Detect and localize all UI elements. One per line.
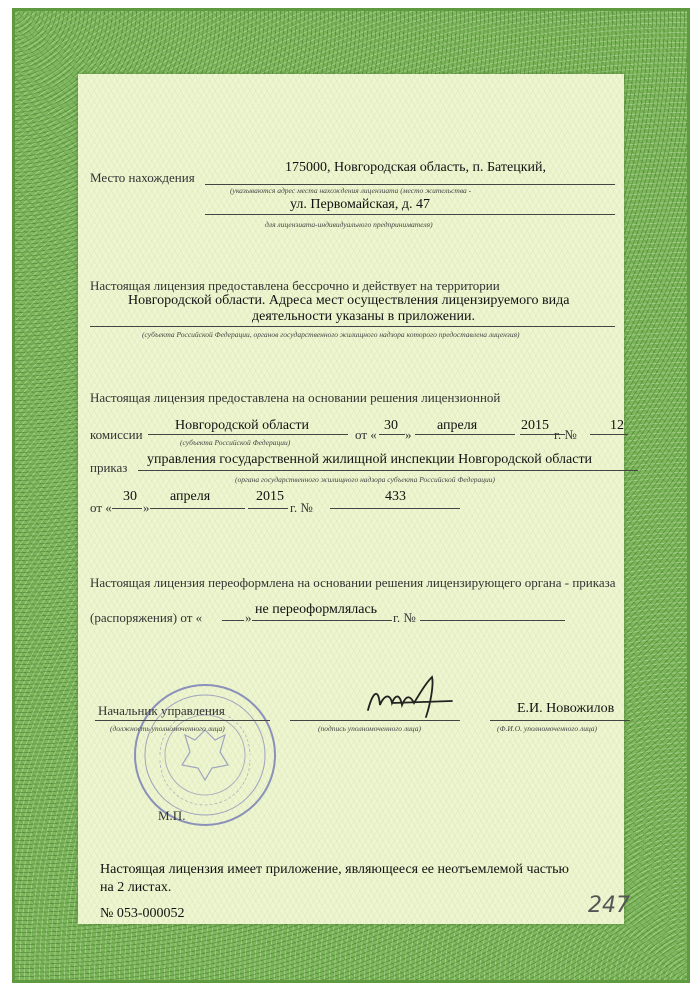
- decision-day-line: [379, 434, 405, 435]
- territory-value-1: Новгородской области. Адреса мест осуществления лицензируемого вида: [128, 293, 570, 308]
- order-day-line: [112, 508, 142, 509]
- handwritten-signature: [360, 665, 460, 725]
- region-line: [148, 434, 348, 435]
- order-year: 2015: [256, 489, 284, 504]
- reissue-close-quote: »: [245, 610, 252, 625]
- order-year-suffix: г. №: [290, 500, 313, 515]
- decision-from-label: от «: [355, 427, 377, 442]
- territory-caption: (субъекта Российской Федерации, органов государственного жилищного надзора которого предоставлена лицензия): [142, 330, 520, 339]
- decision-month-line: [415, 434, 515, 435]
- location-value-1: 175000, Новгородская область, п. Батецкий,: [285, 160, 546, 175]
- order-from-label: от «: [90, 500, 112, 515]
- decision-day: 30: [384, 418, 398, 433]
- territory-value-2: деятельности указаны в приложении.: [252, 309, 476, 324]
- signature-name-line: [490, 720, 630, 721]
- reissue-number-line: [420, 620, 565, 621]
- location-line-2: [205, 214, 615, 215]
- signature-position: Начальник управления: [98, 703, 225, 718]
- order-caption: (органа государственного жилищного надзора субъекта Российской Федерации): [235, 475, 496, 484]
- order-body: управления государственной жилищной инспекции Новгородской области: [147, 452, 593, 467]
- location-value-2: ул. Первомайская, д. 47: [290, 197, 430, 212]
- decision-month: апреля: [437, 418, 478, 433]
- order-month-line: [150, 508, 245, 509]
- reissue-day-line: [222, 620, 244, 621]
- order-label: приказ: [90, 460, 128, 475]
- signature-name-caption: (Ф.И.О. уполномоченного лица): [497, 724, 598, 733]
- decision-close-quote: »: [405, 427, 412, 442]
- appendix-number: № 053-000052: [100, 906, 185, 921]
- region-caption: (субъекта Российской Федерации): [180, 438, 291, 447]
- reissue-number-label: г. №: [393, 610, 416, 625]
- signature-name: Е.И. Новожилов: [517, 701, 615, 716]
- decision-number: 12: [610, 418, 624, 433]
- territory-line: [90, 326, 615, 327]
- location-line-1: [205, 184, 615, 185]
- reissue-order-label: (распоряжения) от «: [90, 610, 203, 625]
- decision-year: 2015: [521, 418, 549, 433]
- region-value: Новгородской области: [175, 418, 309, 433]
- order-month: апреля: [170, 489, 211, 504]
- decision-year-suffix: г. №: [554, 427, 577, 442]
- order-year-line: [248, 508, 288, 509]
- appendix-line-2: на 2 листах.: [100, 880, 172, 895]
- order-day: 30: [123, 489, 137, 504]
- signature-sign-line: [290, 720, 460, 721]
- signature-position-line: [95, 720, 270, 721]
- territory-intro: Настоящая лицензия предоставлена бессрочно и действует на территории: [90, 278, 500, 293]
- order-number-line: [330, 508, 460, 509]
- order-line: [138, 470, 638, 471]
- handwritten-page-number: 247: [588, 893, 630, 918]
- commission-label: комиссии: [90, 427, 143, 442]
- reissue-intro: Настоящая лицензия переоформлена на основании решения лицензирующего органа - приказа: [90, 575, 616, 590]
- location-caption-2: для лицензиата-индивидуального предпринимателя): [265, 220, 433, 229]
- order-number: 433: [385, 489, 406, 504]
- seal-mark: М.П.: [158, 808, 186, 823]
- signature-position-caption: (должность уполномоченного лица): [110, 724, 225, 733]
- order-close-quote: »: [143, 500, 150, 515]
- decision-number-line: [590, 434, 628, 435]
- appendix-line-1: Настоящая лицензия имеет приложение, являющееся ее неотъемлемой частью: [100, 862, 569, 877]
- reissue-value-line: [252, 620, 392, 621]
- location-caption-1: (указываются адрес места нахождения лицензиата (место жительства -: [230, 186, 472, 195]
- location-label: Место нахождения: [90, 170, 195, 185]
- reissue-value: не переоформлялась: [255, 602, 378, 617]
- basis-intro: Настоящая лицензия предоставлена на основании решения лицензионной: [90, 390, 501, 405]
- signature-sign-caption: (подпись уполномоченного лица): [318, 724, 422, 733]
